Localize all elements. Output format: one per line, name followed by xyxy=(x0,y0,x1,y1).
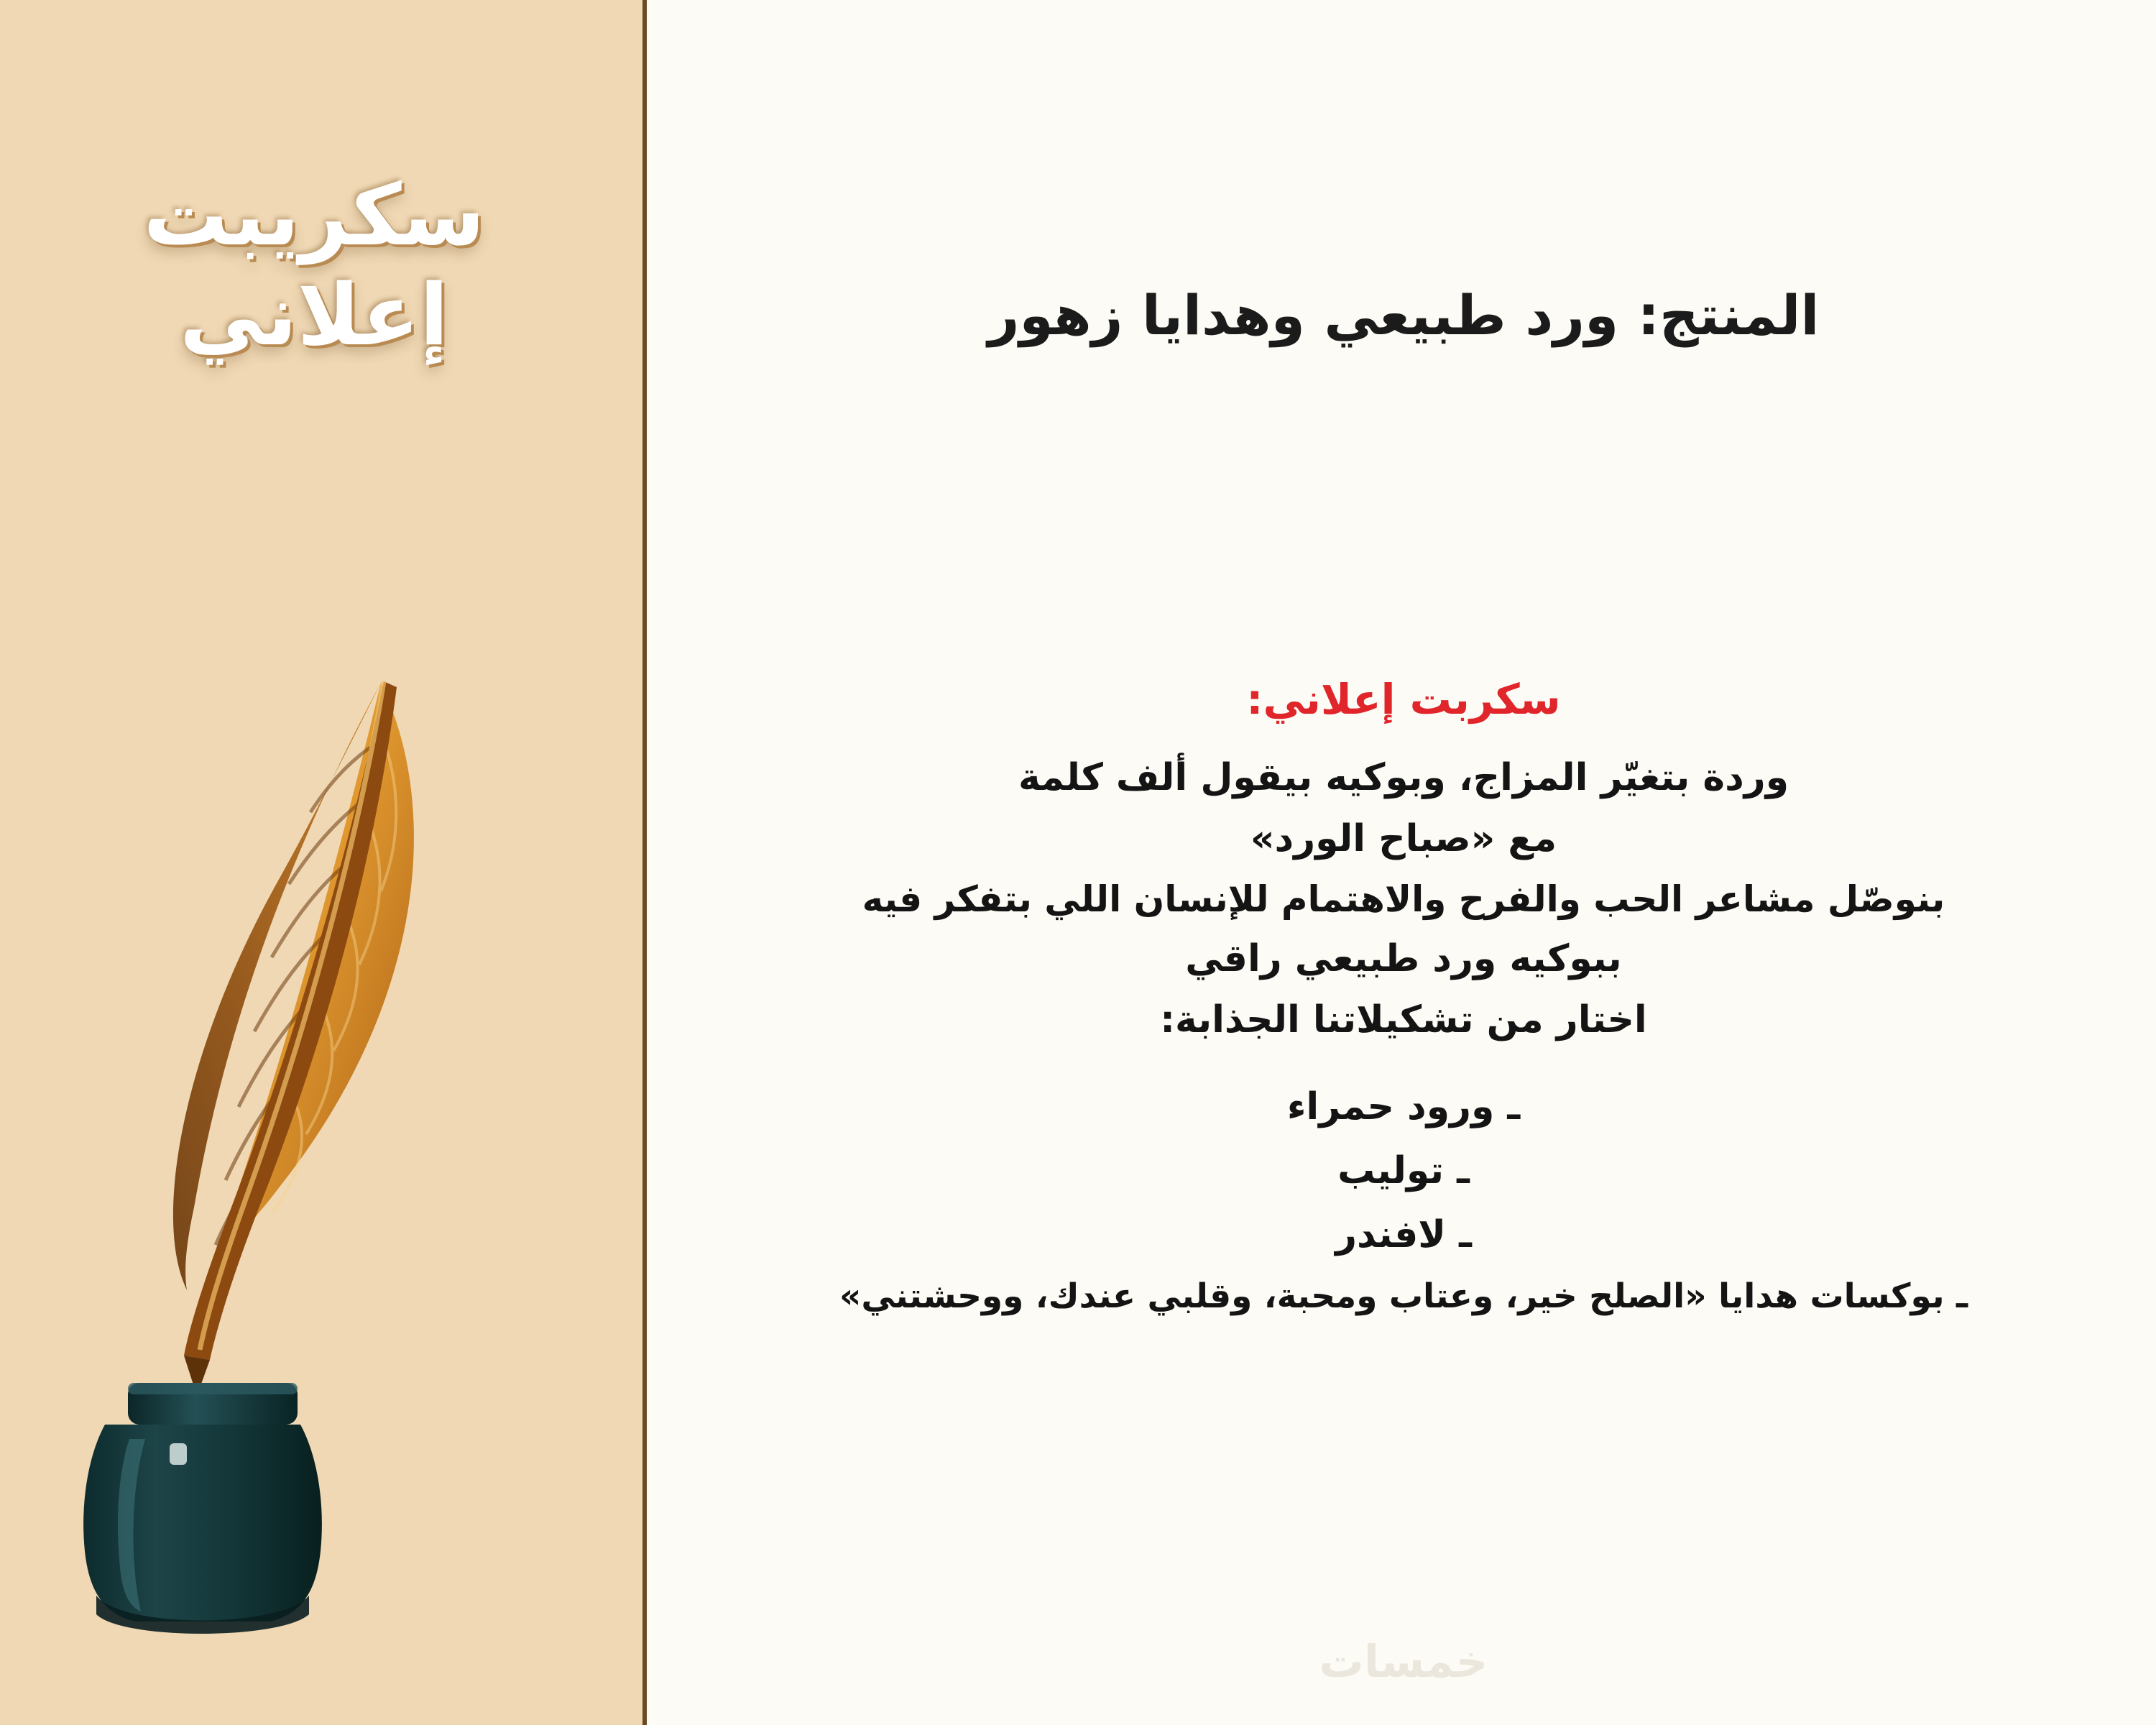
script-line: وردة بتغيّر المزاج، وبوكيه بيقول ألف كلمة xyxy=(1018,755,1789,799)
script-heading: سكربت إعلاني: xyxy=(1246,674,1561,724)
ad-script-block xyxy=(716,668,2091,1322)
script-line: بنوصّل مشاعر الحب والفرح والاهتمام للإنسان اللي بتفكر فيه xyxy=(862,878,1945,921)
sidebar-title xyxy=(65,165,563,365)
script-bullet-item: ـ بوكسات هدايا «الصلح خير، وعتاب ومحبة، وقلبي عندك، ووحشتني» xyxy=(839,1276,1968,1317)
script-bullet-item: ـ توليب xyxy=(1337,1149,1470,1193)
product-title: المنتج: ورد طبيعي وهدايا زهور xyxy=(987,283,1820,347)
decorative-sidebar xyxy=(0,0,647,1725)
sidebar-title-line-2: إعلاني xyxy=(179,265,449,365)
quill-pen-and-inkwell-icon xyxy=(43,640,589,1646)
script-line: مع «صباح الورد» xyxy=(1250,816,1557,860)
script-line: اختار من تشكيلاتنا الجذابة: xyxy=(1160,998,1647,1042)
script-content-panel xyxy=(651,0,2156,1725)
sidebar-title-line-1: سكريبت xyxy=(143,165,485,264)
script-bullet-item: ـ ورود حمراء xyxy=(1286,1085,1521,1129)
spacer xyxy=(716,1053,2091,1072)
script-line: ببوكيه ورد طبيعي راقي xyxy=(1185,937,1622,981)
watermark-text: خمسات xyxy=(1319,1635,1488,1688)
script-bullet-item: ـ لافندر xyxy=(1335,1213,1472,1257)
